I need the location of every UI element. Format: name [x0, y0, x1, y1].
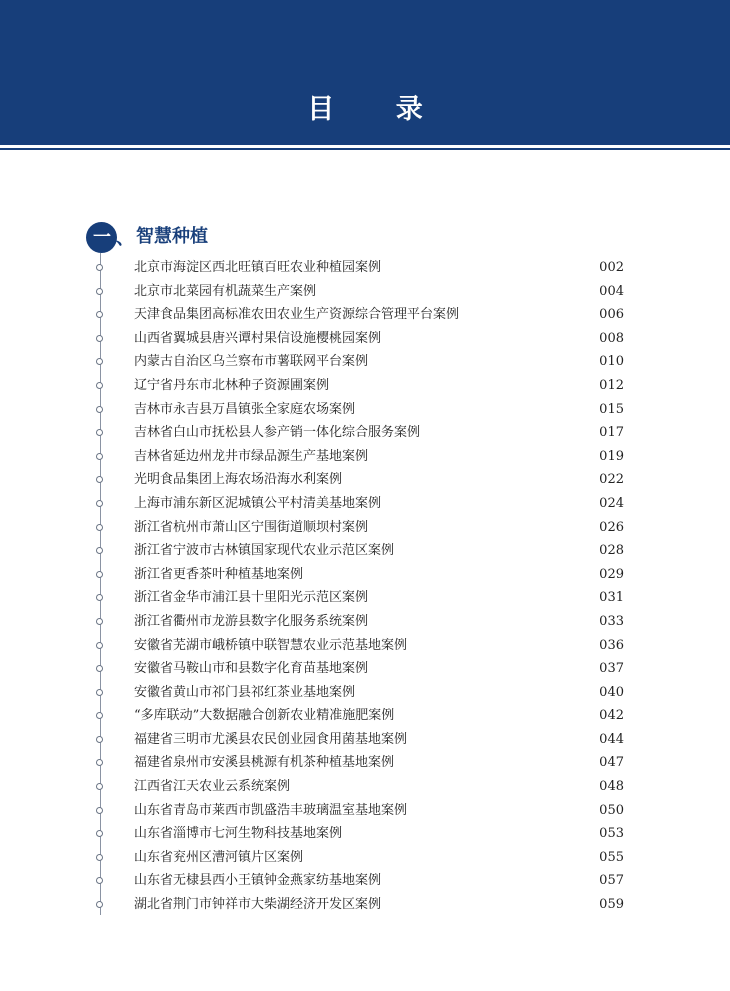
toc-entry[interactable]	[92, 824, 632, 848]
bullet-dot-icon	[96, 594, 103, 601]
toc-entry-title: 山西省翼城县唐兴谭村果信设施樱桃园案例	[134, 330, 382, 346]
toc-entry-title: 上海市浦东新区泥城镇公平村清美基地案例	[134, 495, 382, 511]
toc-entry[interactable]	[92, 541, 632, 565]
toc-entry-page-number: 055	[599, 849, 624, 865]
section-title: 智慧种植	[136, 226, 208, 247]
toc-entry[interactable]	[92, 871, 632, 895]
toc-entry-page-number: 015	[599, 401, 624, 417]
bullet-dot-icon	[96, 311, 103, 318]
bullet-dot-icon	[96, 712, 103, 719]
toc-entry-page-number: 033	[599, 613, 624, 629]
toc-entry-page-number: 010	[599, 354, 624, 370]
toc-entry-title: 吉林省延边州龙井市绿品源生产基地案例	[134, 448, 369, 464]
toc-entry-page-number: 004	[599, 283, 624, 299]
bullet-dot-icon	[96, 759, 103, 766]
toc-entry-title: 山东省无棣县西小王镇钟金燕家纺基地案例	[134, 873, 382, 889]
toc-entry-title: 辽宁省丹东市北林种子资源圃案例	[134, 377, 330, 393]
section-number: 一	[93, 227, 111, 248]
toc-entry-title: “多库联动”大数据融合创新农业精准施肥案例	[134, 708, 395, 724]
toc-entry-title: 江西省江天农业云系统案例	[134, 779, 291, 795]
toc-entry[interactable]	[92, 848, 632, 872]
bullet-dot-icon	[96, 618, 103, 625]
bullet-dot-icon	[96, 453, 103, 460]
toc-entry-title: 山东省青岛市莱西市凯盛浩丰玻璃温室基地案例	[134, 802, 408, 818]
bullet-dot-icon	[96, 429, 103, 436]
bullet-dot-icon	[96, 524, 103, 531]
bullet-dot-icon	[96, 830, 103, 837]
toc-entry-title: 浙江省更香茶叶种植基地案例	[134, 566, 304, 582]
toc-entry-title: 北京市北菜园有机蔬菜生产案例	[134, 283, 317, 299]
bullet-dot-icon	[96, 807, 103, 814]
toc-entry[interactable]	[92, 329, 632, 353]
toc-entry[interactable]	[92, 470, 632, 494]
toc-entry-title: 吉林省白山市抚松县人参产销一体化综合服务案例	[134, 425, 421, 441]
bullet-dot-icon	[96, 264, 103, 271]
bullet-dot-icon	[96, 500, 103, 507]
toc-entry[interactable]	[92, 494, 632, 518]
toc-entry[interactable]	[92, 801, 632, 825]
toc-entry-page-number: 029	[599, 566, 624, 582]
bullet-dot-icon	[96, 642, 103, 649]
page-title: 目 录	[307, 94, 449, 125]
toc-entry-title: 安徽省马鞍山市和县数字化育苗基地案例	[134, 661, 369, 677]
toc-entry-page-number: 040	[599, 684, 624, 700]
toc-entry-page-number: 053	[599, 826, 624, 842]
bullet-dot-icon	[96, 736, 103, 743]
toc-entry-title: 山东省淄博市七河生物科技基地案例	[134, 826, 343, 842]
toc-entry-page-number: 059	[599, 897, 624, 913]
toc-entry-title: 安徽省黄山市祁门县祁红茶业基地案例	[134, 684, 356, 700]
toc-entry-title: 内蒙古自治区乌兰察布市薯联网平台案例	[134, 354, 369, 370]
toc-entry[interactable]	[92, 565, 632, 589]
toc-entry[interactable]	[92, 258, 632, 282]
toc-entry-title: 福建省三明市尤溪县农民创业园食用菌基地案例	[134, 731, 408, 747]
toc-entry-page-number: 019	[599, 448, 624, 464]
toc-entry-page-number: 042	[599, 708, 624, 724]
toc-entry[interactable]	[92, 730, 632, 754]
toc-entry[interactable]	[92, 753, 632, 777]
toc-entry[interactable]	[92, 447, 632, 471]
toc-entry-title: 吉林市永吉县万昌镇张全家庭农场案例	[134, 401, 356, 417]
section-number-badge	[86, 222, 117, 253]
toc-entry[interactable]	[92, 612, 632, 636]
bullet-dot-icon	[96, 854, 103, 861]
toc-entry-title: 湖北省荆门市钟祥市大柴湖经济开发区案例	[134, 897, 382, 913]
toc-entry[interactable]	[92, 282, 632, 306]
bullet-dot-icon	[96, 382, 103, 389]
toc-entry-page-number: 047	[599, 755, 624, 771]
toc-entry-title: 天津食品集团高标准农田农业生产资源综合管理平台案例	[134, 307, 460, 323]
toc-entry-page-number: 017	[599, 425, 624, 441]
toc-entry-page-number: 002	[599, 260, 624, 275]
toc-entry-page-number: 048	[599, 779, 624, 795]
toc-entry-title: 北京市海淀区西北旺镇百旺农业种植园案例	[134, 260, 382, 275]
toc-entry-title: 福建省泉州市安溪县桃源有机茶种植基地案例	[134, 755, 395, 771]
toc-entry[interactable]	[92, 518, 632, 542]
toc-entry-page-number: 050	[599, 802, 624, 818]
toc-entry-page-number: 036	[599, 637, 624, 653]
toc-entry-title: 浙江省杭州市萧山区宁围街道顺坝村案例	[134, 519, 369, 535]
toc-entry-page-number: 037	[599, 661, 624, 677]
toc-entry-page-number: 008	[599, 330, 624, 346]
toc-entry[interactable]	[92, 588, 632, 612]
toc-entry-title: 安徽省芜湖市峨桥镇中联智慧农业示范基地案例	[134, 637, 408, 653]
toc-entry[interactable]	[92, 777, 632, 801]
toc-entry[interactable]	[92, 706, 632, 730]
toc-entry-page-number: 057	[599, 873, 624, 889]
toc-entry-page-number: 026	[599, 519, 624, 535]
toc-entry-title: 浙江省宁波市古林镇国家现代农业示范区案例	[134, 543, 395, 559]
toc-entry-title: 浙江省金华市浦江县十里阳光示范区案例	[134, 590, 369, 606]
toc-entry[interactable]	[92, 376, 632, 400]
toc-entry-page-number: 012	[599, 377, 624, 393]
bullet-dot-icon	[96, 783, 103, 790]
toc-entry[interactable]	[92, 683, 632, 707]
bullet-dot-icon	[96, 547, 103, 554]
bullet-dot-icon	[96, 665, 103, 672]
bullet-dot-icon	[96, 358, 103, 365]
bullet-dot-icon	[96, 571, 103, 578]
toc-entry-page-number: 044	[599, 731, 624, 747]
bullet-dot-icon	[96, 901, 103, 908]
toc-entry-page-number: 006	[599, 307, 624, 323]
bullet-dot-icon	[96, 877, 103, 884]
header-divider	[0, 148, 730, 150]
toc-entry[interactable]	[92, 659, 632, 683]
toc-entry[interactable]	[92, 305, 632, 329]
bullet-dot-icon	[96, 406, 103, 413]
toc-entry-page-number: 031	[599, 590, 624, 606]
toc-entry-page-number: 022	[599, 472, 624, 488]
toc-entry-title: 山东省兖州区漕河镇片区案例	[134, 849, 304, 865]
toc-entry-page-number: 028	[599, 543, 624, 559]
bullet-dot-icon	[96, 689, 103, 696]
bullet-dot-icon	[96, 288, 103, 295]
toc-entry[interactable]	[92, 636, 632, 660]
toc-entry[interactable]	[92, 895, 632, 919]
bullet-dot-icon	[96, 335, 103, 342]
section-separator: 、	[116, 228, 134, 249]
toc-entry[interactable]	[92, 423, 632, 447]
toc-entry-title: 光明食品集团上海农场沿海水利案例	[134, 472, 343, 488]
toc-list	[92, 258, 632, 919]
toc-entry[interactable]	[92, 400, 632, 424]
toc-entry-title: 浙江省衢州市龙游县数字化服务系统案例	[134, 613, 369, 629]
bullet-dot-icon	[96, 476, 103, 483]
toc-entry[interactable]	[92, 352, 632, 376]
toc-entry-page-number: 024	[599, 495, 624, 511]
